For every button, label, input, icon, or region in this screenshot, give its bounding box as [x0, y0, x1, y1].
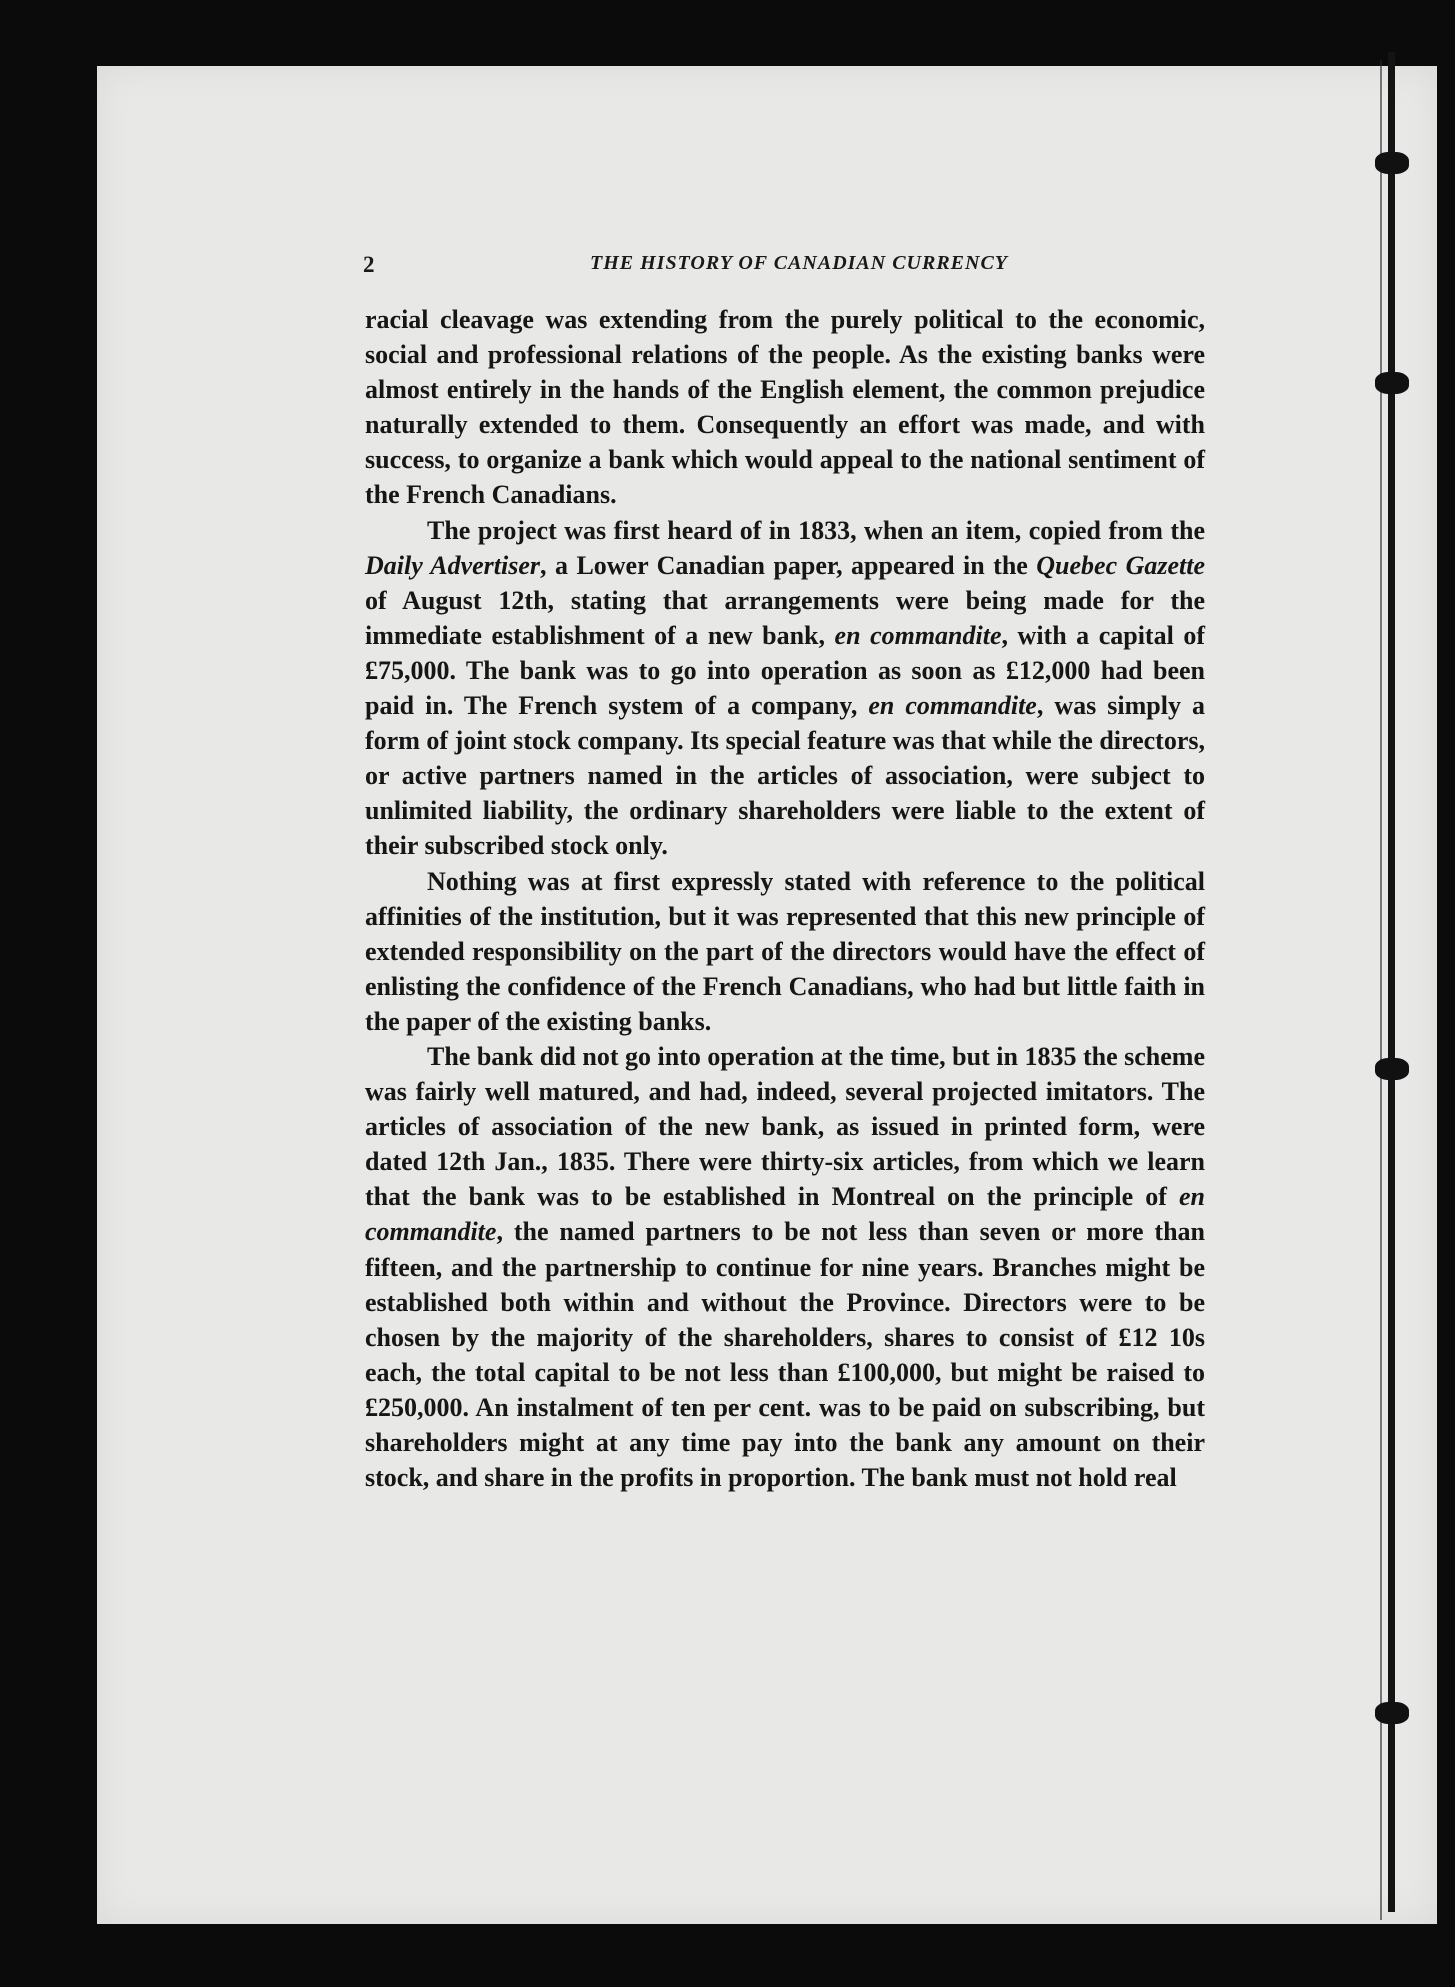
body-text — [365, 302, 1205, 1495]
text-segment: , was simply a form of joint stock company. Its special feature was that while the directors, or active partners named in the articles of association, were subject to unlimited liability, the ordinary shareholders were liable to the extent of their subscribed stock only. — [365, 691, 1206, 861]
text-segment: Nothing was at first expressly stated with reference to the political affinities of the institution, but it was represented that this new principle of extended responsibility on the part of the directors would have the effect of enlisting the confidence of the French Canadians, who had but little faith in the paper of the existing banks. — [365, 866, 1205, 1036]
binding-staple — [1375, 1702, 1409, 1724]
paragraph — [365, 864, 1205, 1039]
running-title: THE HISTORY OF CANADIAN CURRENCY — [589, 252, 1009, 274]
binding-staple — [1375, 152, 1409, 174]
binding-staple — [1375, 372, 1409, 394]
running-head — [363, 252, 1235, 284]
binding-edge — [1388, 52, 1395, 1912]
text-segment: , with a capital of £75,000. The bank was to go into operation as soon as £12,000 had been paid in. The French system of a company, — [365, 620, 1205, 721]
text-segment: racial cleavage was extending from the purely political to the economic, social and professional relations of the people. As the existing banks were almost entirely in the hands of the English element, the common prejudice naturally extended to them. Consequently an effort was made, and with success, to organize a bank which would appeal to the national sentiment of the French Canadians. — [365, 305, 1205, 510]
paragraph — [365, 302, 1205, 513]
italic-text: en commandite — [834, 620, 1002, 650]
paragraph — [365, 1039, 1205, 1495]
page-edge-line — [1380, 60, 1382, 1920]
italic-text: Daily Advertiser — [365, 550, 541, 580]
text-segment: , the named partners to be not less than seven or more than fifteen, and the partnership to continue for nine years. Branches might be established both within and without the Province. Directors were to be chosen by the majority of the shareholders, shares to consist of £12 10s each, the total capital to be not less than £100,000, but might be raised to £250,000. An instalment of ten per cent. was to be paid on subscribing, but shareholders might at any time pay into the bank any amount on their stock, and share in the profits in proportion. The bank must not hold real — [365, 1217, 1205, 1493]
italic-text: en commandite — [868, 691, 1037, 721]
text-segment: of August 12th, stating that arrangements were being made for the immediate establishment of a new bank, — [365, 585, 1205, 650]
italic-text: Quebec Gazette — [1036, 550, 1206, 580]
text-segment: The project was first heard of in 1833, when an item, copied from the — [427, 515, 1205, 545]
page-number: 2 — [363, 252, 375, 277]
binding-staple — [1375, 1058, 1409, 1080]
italic-text: en commandite — [365, 1182, 1205, 1247]
paragraph — [365, 513, 1205, 864]
text-segment: The bank did not go into operation at the time, but in 1835 the scheme was fairly well matured, and had, indeed, several projected imitators. The articles of association of the new bank, as issued in printed form, were dated 12th Jan., 1835. There were thirty-six articles, from which we learn that the bank was to be established in Montreal on the principle of — [365, 1041, 1205, 1212]
text-segment: , a Lower Canadian paper, appeared in the — [540, 550, 1037, 580]
